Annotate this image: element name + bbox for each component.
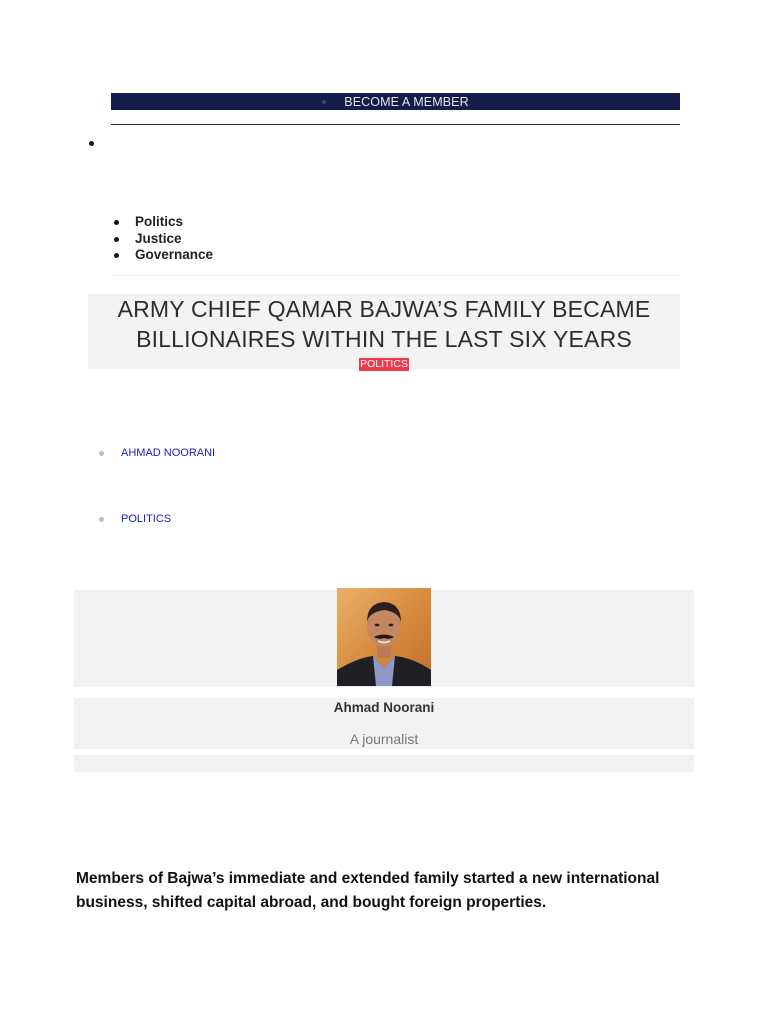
- author-footer-panel: [74, 755, 694, 772]
- author-avatar: [337, 588, 431, 686]
- category-item-governance[interactable]: Governance: [113, 247, 213, 264]
- bullet-icon: [322, 100, 326, 104]
- author-name[interactable]: Ahmad Noorani: [333, 700, 435, 715]
- headline-block: [88, 294, 680, 369]
- menu-divider: [111, 275, 680, 276]
- article-title: ARMY CHIEF QAMAR BAJWA’S FAMILY BECAME BILLIONAIRES WITHIN THE LAST SIX YEARS: [117, 296, 651, 352]
- meta-author: [99, 447, 215, 459]
- author-role: A journalist: [349, 731, 419, 747]
- category-menu: [113, 214, 213, 264]
- meta-category: [99, 513, 171, 525]
- article-lead: Members of Bajwa’s immediate and extended family started a new international business, shifted capital abroad, and bought foreign properties.: [76, 870, 660, 911]
- header-divider: [111, 124, 680, 125]
- bullet-icon: [99, 451, 104, 456]
- author-info-panel: [74, 698, 694, 749]
- become-member-label: BECOME A MEMBER: [344, 94, 469, 109]
- article-category-tag[interactable]: POLITICS: [360, 358, 408, 370]
- become-member-button[interactable]: [111, 93, 680, 110]
- empty-list-bullet-icon: [89, 141, 94, 146]
- author-link[interactable]: AHMAD NOORANI: [121, 447, 216, 459]
- category-item-politics[interactable]: Politics: [113, 214, 213, 231]
- category-link[interactable]: POLITICS: [121, 513, 172, 525]
- category-item-justice[interactable]: Justice: [113, 231, 213, 248]
- bullet-icon: [99, 517, 104, 522]
